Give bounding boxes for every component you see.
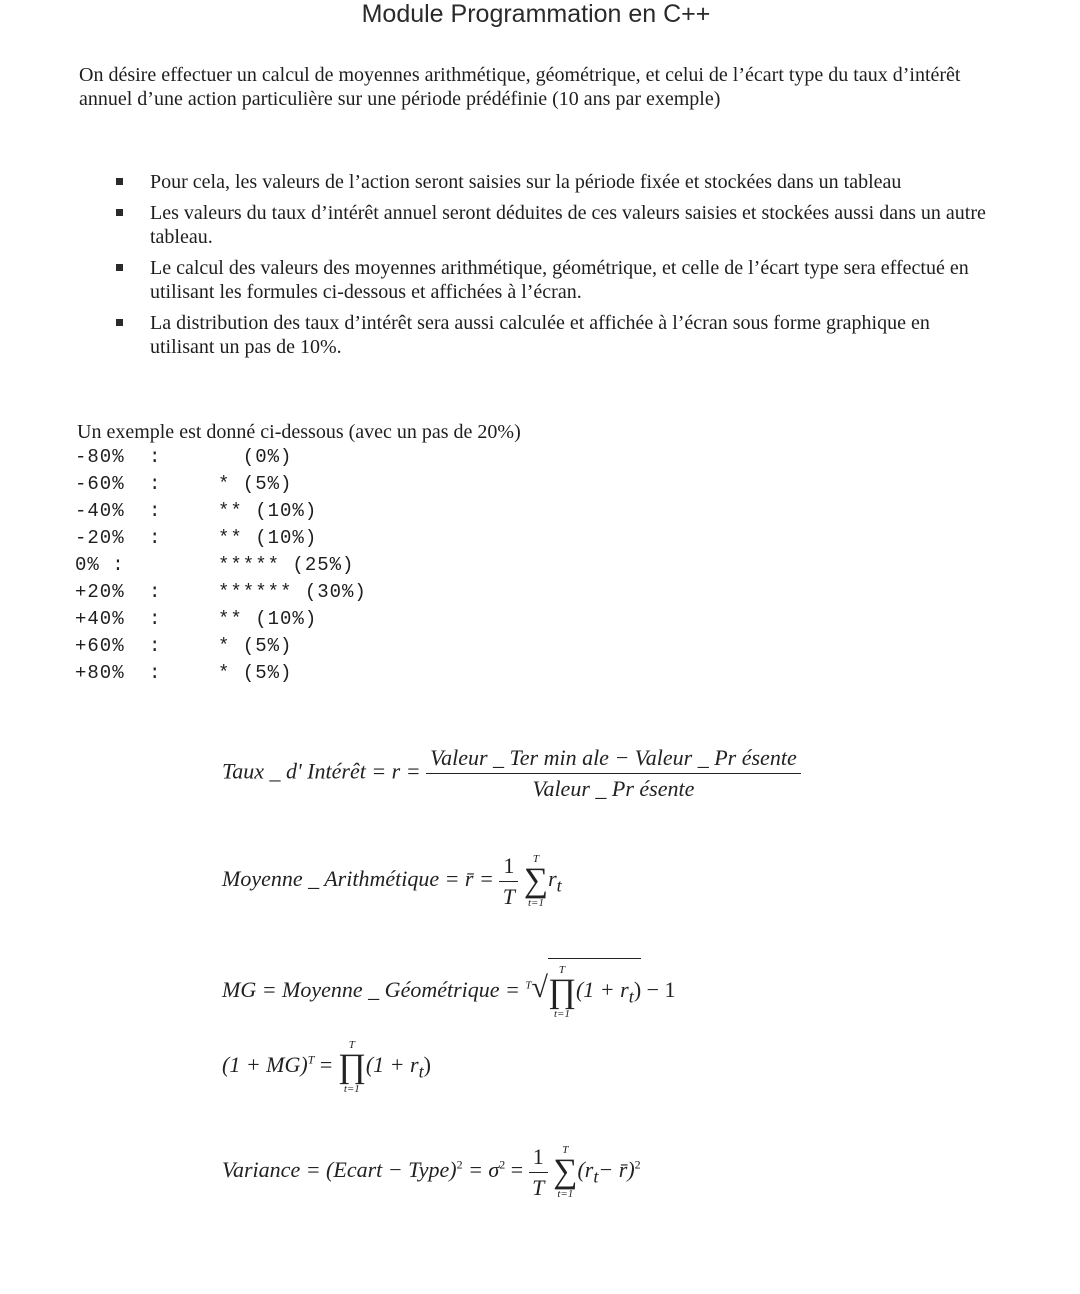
sum-term-subscript: t: [593, 1166, 599, 1187]
example-intro: Un exemple est donné ci-dessous (avec un pas de 20%): [77, 421, 521, 443]
histogram-colon: :: [149, 473, 161, 495]
sum-upper-bound: T: [562, 1144, 569, 1156]
histogram-colon: :: [149, 500, 161, 522]
histogram-bar: * (5%): [218, 473, 293, 495]
sum-term: (r: [577, 1157, 594, 1183]
fraction-numerator: 1: [529, 1144, 548, 1173]
product-operator: [548, 963, 576, 1021]
formula-lhs: MG = Moyenne _ Géométrique =: [222, 977, 520, 1003]
histogram-row: [75, 444, 455, 471]
product-lower-bound: t=1: [553, 1008, 570, 1020]
product-term-close: ): [633, 977, 642, 1003]
sum-upper-bound: T: [532, 853, 540, 865]
exponent: 2: [634, 1157, 641, 1172]
histogram-label: +80%: [75, 662, 125, 684]
histogram-bar: ** (10%): [218, 527, 318, 549]
fraction-denominator: T: [502, 883, 515, 909]
product-operator: [338, 1038, 366, 1096]
sum-symbol: ∑: [553, 1153, 578, 1190]
formula-moyenne-arithmetique: [222, 852, 562, 910]
histogram-row: [75, 633, 455, 660]
fraction: [529, 1144, 548, 1201]
sum-symbol: ∑: [523, 862, 549, 899]
list-item-text: Pour cela, les valeurs de l’action seront saisies sur la période fixée et stockées dans un tableau: [150, 171, 902, 193]
histogram-label: -40%: [75, 500, 125, 522]
radicand: [548, 958, 641, 1021]
sum-operator: [524, 852, 548, 910]
histogram-row: [75, 579, 455, 606]
histogram-row: [75, 660, 455, 687]
histogram-row: [75, 606, 455, 633]
histogram-colon: :: [149, 527, 161, 549]
sum-term: r: [548, 866, 557, 892]
product-symbol: ∏: [337, 1048, 366, 1085]
histogram-colon: :: [149, 446, 161, 468]
histogram-label: +40%: [75, 608, 125, 630]
list-item-text: Le calcul des valeurs des moyennes arithmétique, géométrique, et celle de l’écart type sera effectué en utilisant les formules ci-dessous et affichées à l’écran.: [150, 257, 969, 303]
histogram-label: +60%: [75, 635, 125, 657]
histogram-label: -60%: [75, 473, 125, 495]
bullet-square-icon: [116, 264, 123, 271]
product-symbol: ∏: [547, 973, 576, 1010]
exponent: T: [307, 1052, 315, 1067]
product-term: (1 + r: [365, 1052, 419, 1078]
bullet-square-icon: [116, 319, 123, 326]
equals-sign: =: [510, 1157, 524, 1183]
page-title: Module Programmation en C++: [361, 0, 711, 28]
exponent: 2: [456, 1157, 463, 1172]
fraction-denominator: T: [532, 1174, 545, 1200]
fraction-denominator: Valeur _ Pr ésente: [532, 776, 695, 801]
histogram-bar: ** (10%): [218, 608, 318, 630]
requirements-list: [110, 170, 990, 366]
histogram-colon: :: [149, 608, 161, 630]
histogram-colon: :: [149, 581, 161, 603]
equals-sign: =: [319, 1052, 333, 1078]
sum-term-subscript: t: [556, 875, 562, 896]
exponent: 2: [499, 1157, 506, 1172]
root-index: T: [525, 979, 532, 992]
fraction: [499, 853, 518, 910]
list-item: [110, 256, 990, 304]
histogram-row: [75, 471, 455, 498]
formula-tail: − 1: [646, 977, 676, 1003]
radical-sign: √: [531, 971, 548, 1005]
formula-moyenne-geometrique: [222, 958, 676, 1021]
sigma-term: = σ: [468, 1157, 500, 1183]
product-term-subscript: t: [418, 1061, 424, 1082]
sum-lower-bound: t=1: [557, 1188, 574, 1200]
formula-lhs: Variance = (Ecart − Type): [222, 1157, 457, 1183]
bullet-square-icon: [116, 209, 123, 216]
product-term-subscript: t: [628, 986, 634, 1007]
histogram-example: [75, 444, 455, 687]
sum-term-tail: − r̄): [598, 1157, 635, 1183]
bullet-square-icon: [116, 178, 123, 185]
formula-lhs: (1 + MG): [222, 1052, 308, 1078]
list-item-text: La distribution des taux d’intérêt sera aussi calculée et affichée à l’écran sous forme graphique en utilisant un pas de 10%.: [150, 312, 930, 358]
histogram-label: 0% :: [75, 554, 125, 576]
histogram-colon: :: [149, 635, 161, 657]
histogram-bar: ** (10%): [218, 500, 318, 522]
list-item: [110, 311, 990, 359]
histogram-bar: * (5%): [218, 662, 293, 684]
product-term-close: ): [423, 1052, 431, 1078]
list-item: [110, 170, 990, 194]
fraction-numerator: Valeur _ Ter min ale − Valeur _ Pr ésente: [426, 745, 801, 774]
formula-taux-interet: [222, 745, 801, 802]
histogram-label: +20%: [75, 581, 125, 603]
fraction: [426, 745, 801, 802]
histogram-bar: * (5%): [218, 635, 293, 657]
histogram-label: -20%: [75, 527, 125, 549]
formula-lhs: Taux _ d' Intérêt = r =: [222, 758, 421, 784]
formula-mg-product: [222, 1038, 431, 1096]
histogram-bar: ****** (30%): [218, 581, 367, 603]
histogram-row: [75, 498, 455, 525]
histogram-row: [75, 552, 455, 579]
histogram-row: [75, 525, 455, 552]
product-upper-bound: T: [348, 1039, 355, 1051]
histogram-bar: ***** (25%): [218, 554, 355, 576]
histogram-colon: :: [149, 662, 161, 684]
formula-lhs: Moyenne _ Arithmétique = r̄ =: [222, 866, 494, 892]
product-lower-bound: t=1: [343, 1083, 360, 1095]
list-item: [110, 201, 990, 249]
sum-operator: [553, 1143, 577, 1201]
fraction-numerator: 1: [499, 853, 518, 882]
histogram-label: -80%: [75, 446, 125, 468]
list-item-text: Les valeurs du taux d’intérêt annuel seront déduites de ces valeurs saisies et stockées aussi dans un autre tableau.: [150, 202, 986, 248]
formula-variance: [222, 1143, 641, 1201]
sum-lower-bound: t=1: [527, 897, 544, 909]
product-upper-bound: T: [558, 964, 566, 976]
histogram-bar: (0%): [218, 446, 293, 468]
product-term: (1 + r: [575, 977, 629, 1003]
intro-paragraph: On désire effectuer un calcul de moyennes arithmétique, géométrique, et celui de l’écart type du taux d’intérêt annuel d’une action particulière sur une période prédéfinie (10 ans par exemple): [79, 64, 961, 110]
